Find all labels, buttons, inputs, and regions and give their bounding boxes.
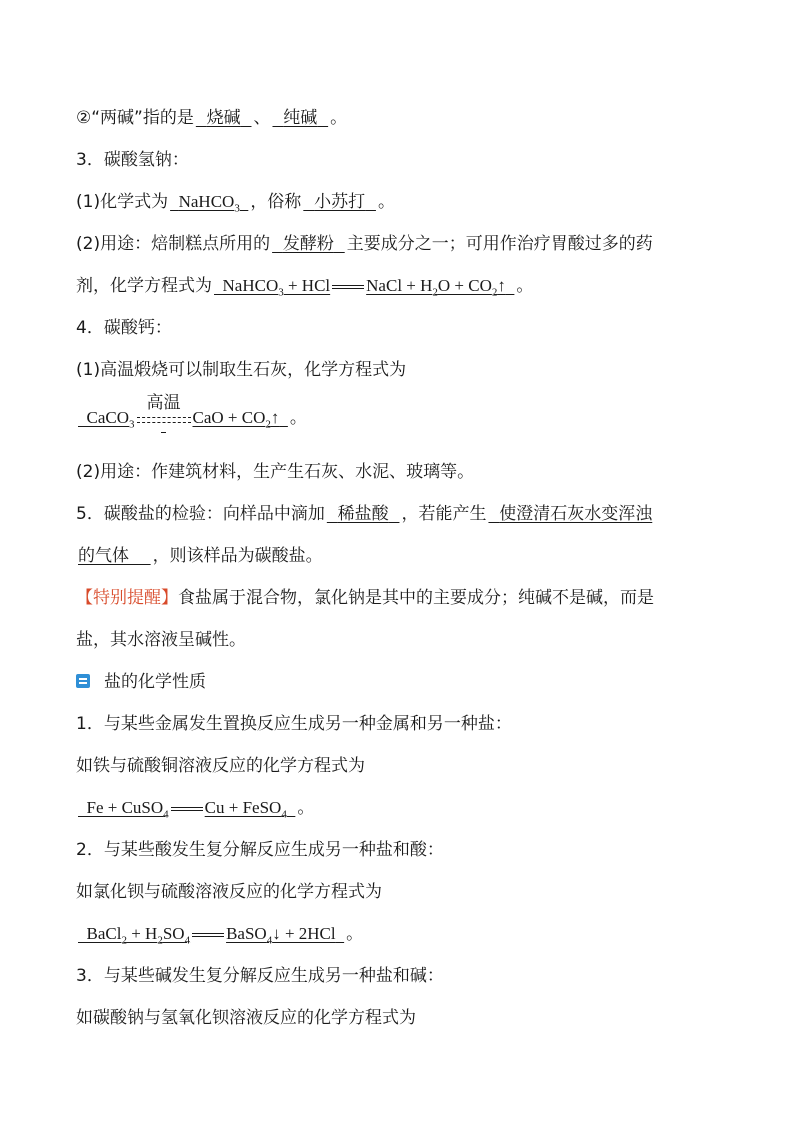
line-equation-caco3: CaCO$_3$ 高温 CaO + $CO_2↑$ 。 (76, 406, 307, 436)
answer-shaojian: 烧碱 (206, 108, 241, 128)
answer-chunjian: 纯碱 (283, 108, 318, 128)
answer-equation: BaCl$_2$ + $H_2SO_4$ BaSO$_4$↓ + 2HCl (86, 924, 336, 947)
answer-equation: NaHCO$_3$ + HCl NaCl + $H_2O$ + $CO_2↑$ (222, 276, 506, 299)
line-carbonate-test-cont: 的气体 ，则该样品为碳酸盐。 (78, 546, 323, 566)
double-line-sign (171, 807, 203, 811)
line-special-note-cont: 盐，其水溶液呈碱性。 (76, 630, 246, 650)
line-property-1: 1．与某些金属发生置换反应生成另一种金属和另一种盐： (76, 714, 512, 734)
line-formula: (1)化学式为 NaHCO$_3$ ，俗称 小苏打 。 (76, 192, 395, 215)
answer-gas-cont: 的气体 (78, 546, 129, 566)
line-usage: (2)用途：焙制糕点所用的 发酵粉 主要成分之一；可用作治疗胃酸过多的药 (76, 234, 653, 254)
answer-gas: 使澄清石灰水变浑浊 (499, 504, 653, 524)
text: 。 (330, 108, 348, 128)
line-example-2: 如氯化钡与硫酸溶液反应的化学方程式为 (76, 882, 382, 902)
line-calcination: (1)高温煅烧可以制取生石灰，化学方程式为 (76, 360, 407, 380)
list-icon (76, 674, 90, 688)
line-property-3: 3．与某些碱发生复分解反应生成另一种盐和碱： (76, 966, 444, 986)
answer-nahco3: NaHCO$_3$ (178, 192, 240, 215)
answer-equation: Fe + CuSO$_4$ Cu + FeSO$_4$ (86, 798, 287, 821)
answer-xiaosudas: 小苏打 (314, 192, 366, 212)
answer-xiyansuan: 稀盐酸 (337, 504, 389, 524)
section-heading (76, 670, 206, 694)
line-example-1: 如铁与硫酸铜溶液反应的化学方程式为 (76, 756, 365, 776)
line-two-alkalis (76, 106, 347, 130)
line-carbonate-test: 5．碳酸盐的检验：向样品中滴加 稀盐酸 ，若能产生 使澄清石灰水变浑浊 (76, 504, 653, 524)
reaction-condition: 高温 (137, 407, 191, 431)
line-equation-nahco3: 剂，化学方程式为 NaHCO$_3$ + HCl NaCl + $H_2O$ + $CO_2↑$ 。 (76, 276, 534, 299)
line-usage-caco3: (2)用途：作建筑材料，生产生石灰、水泥、玻璃等。 (76, 462, 475, 482)
line-equation-bacl2: BaCl$_2$ + $H_2SO_4$ BaSO$_4$↓ + 2HCl 。 (76, 922, 363, 952)
answer-fajiaofen: 发酵粉 (282, 234, 334, 254)
line-equation-fe: Fe + CuSO$_4$ Cu + FeSO$_4$ 。 (76, 796, 314, 826)
double-line-sign (332, 285, 364, 289)
heading-sodium-bicarbonate: 3．碳酸氢钠： (76, 150, 189, 170)
heading-calcium-carbonate: 4．碳酸钙： (76, 318, 172, 338)
section-title: 盐的化学性质 (104, 672, 206, 692)
answer-equation: CaCO$_3$ 高温 CaO + $CO_2↑$ (76, 408, 290, 427)
line-special-note: 【特别提醒】食盐属于混合物，氯化钠是其中的主要成分；纯碱不是碱，而是 (76, 588, 654, 608)
line-example-3: 如碳酸钠与氢氧化钡溶液反应的化学方程式为 (76, 1008, 416, 1028)
double-line-sign (192, 933, 224, 937)
note-tag: 【特别提醒】 (76, 588, 178, 608)
text: ②“两碱”指的是 (76, 108, 194, 128)
line-property-2: 2．与某些酸发生复分解反应生成另一种盐和酸： (76, 840, 444, 860)
text: 、 (253, 108, 271, 128)
